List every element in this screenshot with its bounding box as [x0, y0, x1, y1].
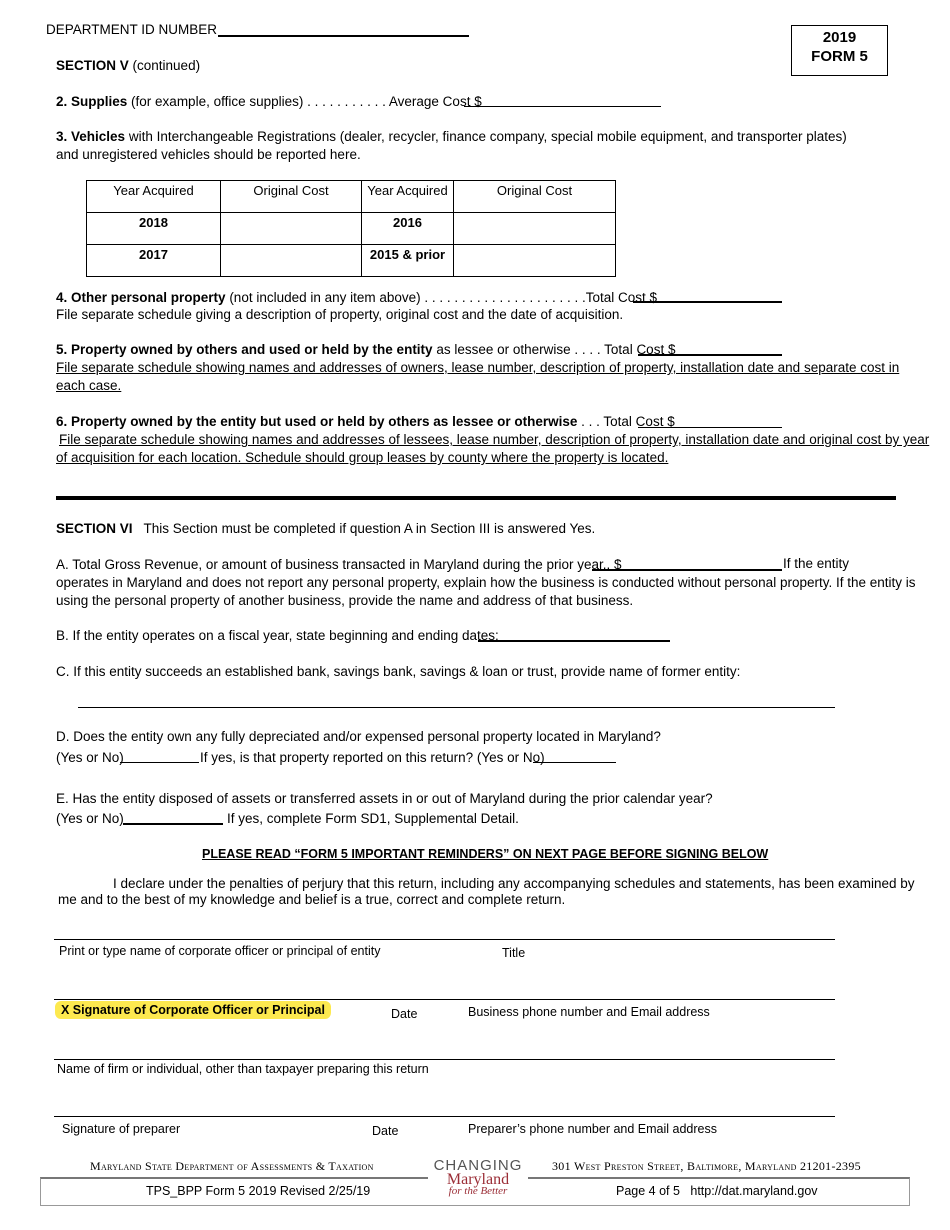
section-divider — [56, 496, 896, 500]
logo-line3: for the Better — [448, 1185, 508, 1197]
officer-name-line[interactable] — [54, 939, 835, 940]
q3-vehicles — [56, 128, 856, 164]
q6-note-2: of acquisition for each location. Schedule should group leases by county where the property is located. — [56, 450, 669, 465]
form-id-box — [791, 25, 888, 76]
firm-name-label: Name of firm or individual, other than taxpayer preparing this return — [57, 1062, 429, 1076]
preparer-signature-line[interactable] — [54, 1116, 835, 1117]
declaration-line1: I declare under the penalties of perjury that this return, including any accompanying schedules and statements, has been examined by — [113, 876, 915, 891]
q2-label: 2. Supplies — [56, 94, 128, 109]
fiscal-year-dates-field[interactable] — [478, 640, 670, 642]
form-year: 2019 — [822, 29, 857, 46]
cost-cell[interactable] — [454, 245, 616, 277]
col-header: Year Acquired — [87, 181, 221, 213]
cost-cell[interactable] — [454, 213, 616, 245]
q5-property-others — [56, 341, 675, 359]
question-d-line1: D. Does the entity own any fully depreciated and/or expensed personal property located in Maryland? — [56, 729, 661, 744]
property-reported-yesno-field[interactable] — [533, 762, 616, 763]
form-name: FORM 5 — [811, 48, 868, 65]
col-header: Year Acquired — [362, 181, 454, 213]
cost-cell[interactable] — [221, 213, 362, 245]
col-header: Original Cost — [221, 181, 362, 213]
officer-name-label: Print or type name of corporate officer or principal of entity — [59, 944, 381, 958]
q6-text: . . . Total Cost $ — [581, 414, 675, 429]
dept-id-field[interactable] — [218, 35, 469, 37]
disposed-assets-yesno-field[interactable] — [123, 823, 223, 825]
q4-label: 4. Other personal property — [56, 290, 226, 305]
date-label-2: Date — [372, 1124, 399, 1138]
section-v-title — [56, 58, 200, 73]
table-row — [87, 213, 616, 245]
q6-note-1: File separate schedule showing names and addresses of lessees, lease number, description of property, installation date and original cost by year — [59, 432, 930, 447]
q4-note: File separate schedule giving a description of property, original cost and the date of acquisition. — [56, 307, 624, 322]
agency-address: 301 West Preston Street, Baltimore, Maryland 21201-2395 — [552, 1159, 861, 1173]
q5-note-2: each case. — [56, 378, 122, 393]
q3-label: 3. Vehicles — [56, 129, 126, 144]
page-number: Page 4 of 5 — [616, 1184, 680, 1198]
firm-name-line[interactable] — [54, 1059, 835, 1060]
signature-highlight: X Signature of Corporate Officer or Principal — [55, 1001, 331, 1019]
officer-signature-line[interactable] — [54, 999, 835, 1000]
table-row — [87, 245, 616, 277]
q3-text: with Interchangeable Registrations (dealer, recycler, finance company, special mobile equipment, and transporter plates) and unregistered vehicles should be reported here. — [56, 129, 847, 162]
question-a-line1: A. Total Gross Revenue, or amount of business transacted in Maryland during the prior year.. $ — [56, 557, 622, 572]
gross-revenue-field[interactable] — [592, 569, 782, 571]
agency-name: Maryland State Department of Assessments & Taxation — [90, 1159, 374, 1173]
q4-text: (not included in any item above) . . . . . . . . . . . . . . . . . . . . . .Total Cost $ — [229, 290, 657, 305]
section-vi-header — [56, 520, 595, 538]
section-vi-title: SECTION VI — [56, 521, 133, 536]
supplies-cost-field[interactable] — [464, 106, 661, 107]
logo-line1: CHANGING — [433, 1157, 523, 1174]
q6-property-entity — [56, 413, 675, 431]
vehicle-table — [86, 180, 616, 277]
business-phone-label: Business phone number and Email address — [468, 1005, 710, 1019]
cost-cell[interactable] — [221, 245, 362, 277]
declaration-heading: PLEASE READ “FORM 5 IMPORTANT REMINDERS” ON NEXT PAGE BEFORE SIGNING BELOW — [202, 847, 769, 861]
q6-label: 6. Property owned by the entity but used or held by others as lessee or otherwise — [56, 414, 578, 429]
question-b: B. If the entity operates on a fiscal year, state beginning and ending dates: — [56, 628, 499, 643]
former-entity-field[interactable] — [78, 707, 835, 708]
date-label: Date — [391, 1007, 418, 1021]
question-a-tail: If the entity — [783, 556, 850, 571]
year-cell: 2016 — [362, 213, 454, 245]
year-cell: 2018 — [87, 213, 221, 245]
question-e-line1: E. Has the entity disposed of assets or transferred assets in or out of Maryland during the prior calendar year? — [56, 791, 713, 806]
section-title: SECTION V — [56, 58, 129, 73]
q4-other-property — [56, 289, 657, 307]
form-revision: TPS_BPP Form 5 2019 Revised 2/25/19 — [146, 1184, 371, 1198]
officer-signature-label — [55, 1003, 331, 1017]
website-link[interactable]: http://dat.maryland.gov — [690, 1184, 818, 1198]
q5-text: as lessee or otherwise . . . . Total Cost $ — [436, 342, 676, 357]
q2-text: (for example, office supplies) . . . . . . . . . . . Average Cost $ — [131, 94, 482, 109]
preparer-signature-label: Signature of preparer — [62, 1122, 181, 1136]
question-e-answer-label: (Yes or No) — [56, 811, 124, 826]
q5-label: 5. Property owned by others and used or held by the entity — [56, 342, 433, 357]
question-c: C. If this entity succeeds an established bank, savings bank, savings & loan or trust, provide name of former entity: — [56, 664, 741, 679]
question-a-line2: operates in Maryland and does not report any personal property, explain how the business is conducted without personal property. If the entity is — [56, 575, 916, 590]
declaration-line2: me and to the best of my knowledge and belief is a true, correct and complete return. — [58, 892, 566, 907]
question-d-followup: If yes, is that property reported on this return? (Yes or No) — [200, 750, 545, 765]
col-header: Original Cost — [454, 181, 616, 213]
depreciated-property-yesno-field[interactable] — [120, 762, 199, 763]
question-e-followup: If yes, complete Form SD1, Supplemental Detail. — [227, 811, 519, 826]
logo-line2: Maryland — [446, 1171, 510, 1188]
title-label: Title — [502, 946, 526, 960]
q5-note-1: File separate schedule showing names and addresses of owners, lease number, description of property, installation date and separate cost in — [56, 360, 900, 375]
table-header-row — [87, 181, 616, 213]
changing-maryland-logo — [428, 1157, 528, 1197]
section-cont: (continued) — [132, 58, 201, 73]
year-cell: 2017 — [87, 245, 221, 277]
dept-id-label: DEPARTMENT ID NUMBER — [46, 22, 218, 37]
year-cell: 2015 & prior — [362, 245, 454, 277]
other-property-cost-field[interactable] — [633, 301, 782, 303]
page-info — [616, 1184, 818, 1198]
property-others-cost-field[interactable] — [638, 354, 782, 356]
q2-supplies — [56, 93, 482, 111]
question-d-answer-label: (Yes or No) — [56, 750, 124, 765]
preparer-phone-label: Preparer’s phone number and Email address — [468, 1122, 717, 1136]
question-a-line3: using the personal property of another business, provide the name and address of that business. — [56, 593, 634, 608]
section-vi-intro: This Section must be completed if question A in Section III is answered Yes. — [143, 521, 596, 536]
property-entity-cost-field[interactable] — [638, 427, 782, 428]
